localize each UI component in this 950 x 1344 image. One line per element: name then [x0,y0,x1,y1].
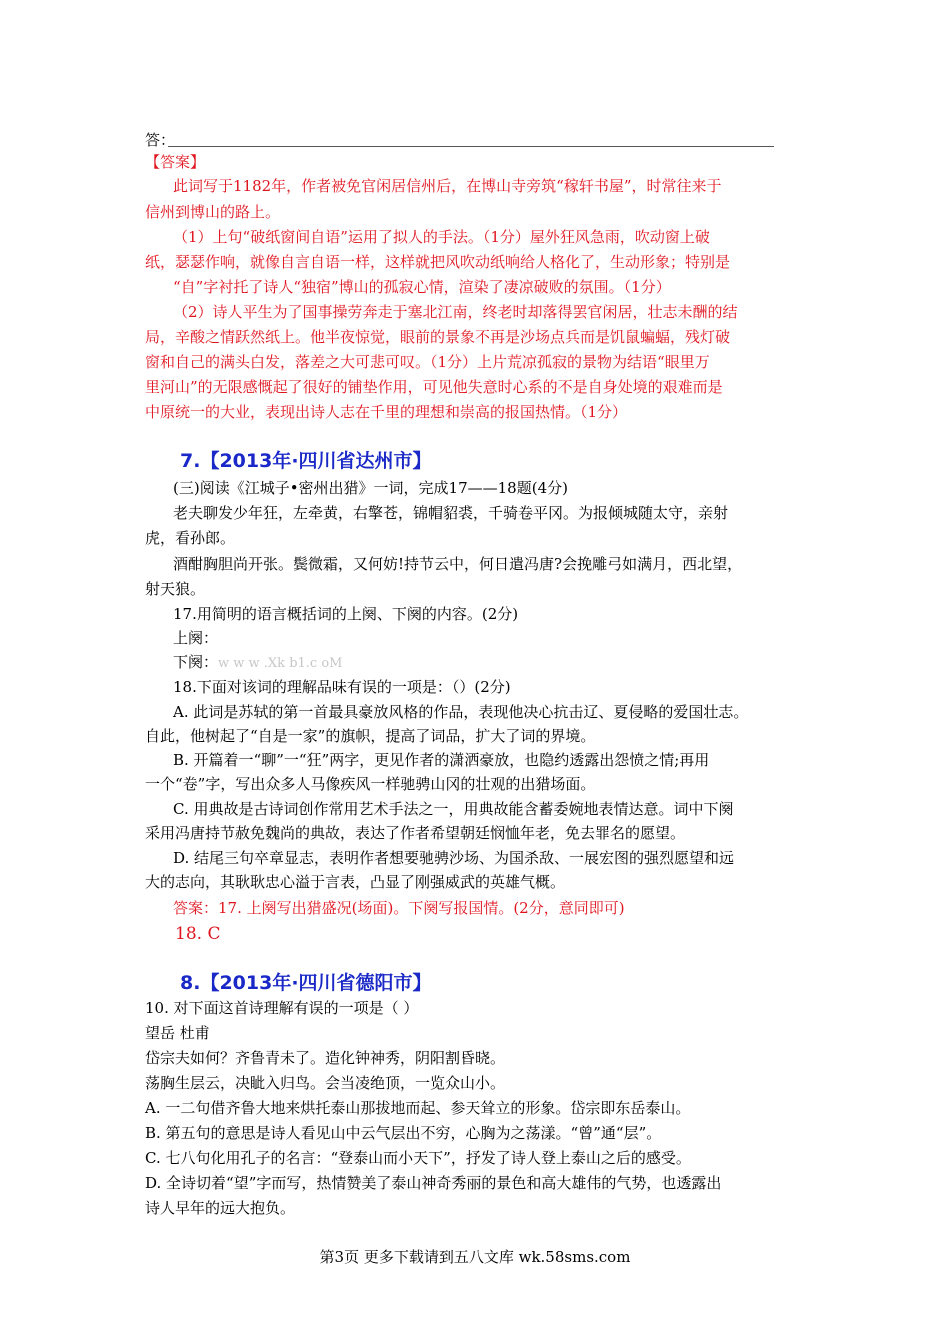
question-10: 10. 对下面这首诗理解有误的一项是（ ） [145,999,419,1017]
page-footer: 第3页 更多下载请到五八文库 wk.58sms.com [319,1248,631,1266]
answer-para1-line2: 信州到博山的路上。 [145,203,281,221]
question-17-lower [145,650,838,676]
answer-para1-line1: 此词写于1182年，作者被免官闲居信州后，在博山寺旁筑“稼轩书屋”，时常往来于 [173,177,722,195]
poem-line-2: 虎，看孙郎。 [145,529,236,547]
watermark: w w w .Xk b1.c oM [218,656,343,671]
answer-para3-line3: 窗和自己的满头白发，落差之大可悲可叹。（1分）上片荒凉孤寂的景物为结语“眼里万 [145,353,710,371]
answer-prefix: 答： [145,131,176,149]
answer-para3-line4: 里河山”的无限感慨起了很好的铺垫作用，可见他失意时心系的不是自身处境的艰难而是 [145,378,723,396]
poem-line-3: 酒酣胸胆尚开张。鬓微霜，又何妨!持节云中，何日遣冯唐?会挽雕弓如满月，西北望， [173,555,743,573]
option-a-line2: 自此，他树起了“自是一家”的旗帜，提高了词品，扩大了词的界境。 [145,727,596,745]
section-8-heading: 8.【2013年·四川省德阳市】 [180,972,432,994]
answer-para3-line1: （2）诗人平生为了国事操劳奔走于塞北江南，终老时却落得罢官闲居，壮志未酬的结 [173,303,738,321]
section-7-answer: 答案：17. 上阕写出猎盛况(场面)。下阕写报国情。(2分，意同即可) [173,899,625,917]
question-17: 17.用简明的语言概括词的上阕、下阕的内容。(2分) [173,605,519,623]
answer-para3-line2: 局，辛酸之情跃然纸上。他半夜惊觉，眼前的景象不再是沙场点兵而是饥鼠蝙蝠，残灯破 [145,328,731,346]
poem-8-line-2: 荡胸生层云，决眦入归鸟。会当凌绝顶，一览众山小。 [145,1074,506,1092]
option-b-line2: 一个“卷”字，写出众多人马像疾风一样驰骋山冈的壮观的出猎场面。 [145,775,596,793]
answer-para2-line2: 纸，瑟瑟作响，就像自言自语一样，这样就把风吹动纸响给人格化了，生动形象；特别是 [145,253,731,271]
option-8-d-line1: D. 全诗切着“望”字而写，热情赞美了泰山神奇秀丽的景色和高大雄伟的气势，也透露出 [145,1174,722,1192]
question-17-upper: 上阕： [173,629,219,647]
answer-tag: 【答案】 [145,153,206,171]
option-d-line1: D. 结尾三句卒章显志，表明作者想要驰骋沙场、为国杀敌、一展宏图的强烈愿望和远 [173,849,735,867]
poem-line-4: 射天狼。 [145,580,206,598]
option-8-c: C. 七八句化用孔子的名言：“登泰山而小天下”，抒发了诗人登上泰山之后的感受。 [145,1149,691,1167]
poem-title: 望岳 杜甫 [145,1024,210,1042]
poem-line-1: 老夫聊发少年狂，左牵黄，右擎苍，锦帽貂裘，千骑卷平冈。为报倾城随太守，亲射 [173,504,729,522]
question-18: 18.下面对该词的理解品味有误的一项是：（）(2分) [173,678,511,696]
option-8-b: B. 第五句的意思是诗人看见山中云气层出不穷，心胸为之荡漾。“曾”通“层”。 [145,1124,662,1142]
option-d-line2: 大的志向，其耿耿忠心溢于言表，凸显了刚强威武的英雄气概。 [145,873,566,891]
poem-8-line-1: 岱宗夫如何？齐鲁青未了。造化钟神秀，阴阳割昏晓。 [145,1049,506,1067]
answer-underline [168,146,774,147]
option-8-a: A. 一二句借齐鲁大地来烘托泰山那拔地而起、参天耸立的形象。岱宗即东岳泰山。 [145,1099,691,1117]
option-a-line1: A. 此词是苏轼的第一首最具豪放风格的作品，表现他决心抗击辽、夏侵略的爱国壮志。 [173,703,749,721]
answer-para2-line3: “自”字衬托了诗人“独宿”博山的孤寂心情，渲染了凄凉破败的氛围。（1分） [173,278,671,296]
section-7-heading: 7.【2013年·四川省达州市】 [180,450,432,472]
option-b-line1: B. 开篇着一“聊”一“狂”两字，更见作者的潇洒豪放，也隐约透露出怨愤之情;再用 [173,751,710,769]
section-7-answer-18: 18. C [175,924,221,944]
option-8-d-line2: 诗人早年的远大抱负。 [145,1199,296,1217]
question-17-lower-label: 下阕： [173,653,219,671]
option-c-line1: C. 用典故是古诗词创作常用艺术手法之一，用典故能含蓄委婉地表情达意。词中下阕 [173,800,734,818]
answer-para3-line5: 中原统一的大业，表现出诗人志在千里的理想和崇高的报国热情。（1分） [145,403,628,421]
answer-para2-line1: （1）上句“破纸窗间自语”运用了拟人的手法。（1分）屋外狂风急雨，吹动窗上破 [173,228,710,246]
option-c-line2: 采用冯唐持节赦免魏尚的典故，表达了作者希望朝廷悯恤年老，免去罪名的愿望。 [145,824,686,842]
section-7-intro: (三)阅读《江城子•密州出猎》一词，完成17——18题(4分) [173,479,568,497]
